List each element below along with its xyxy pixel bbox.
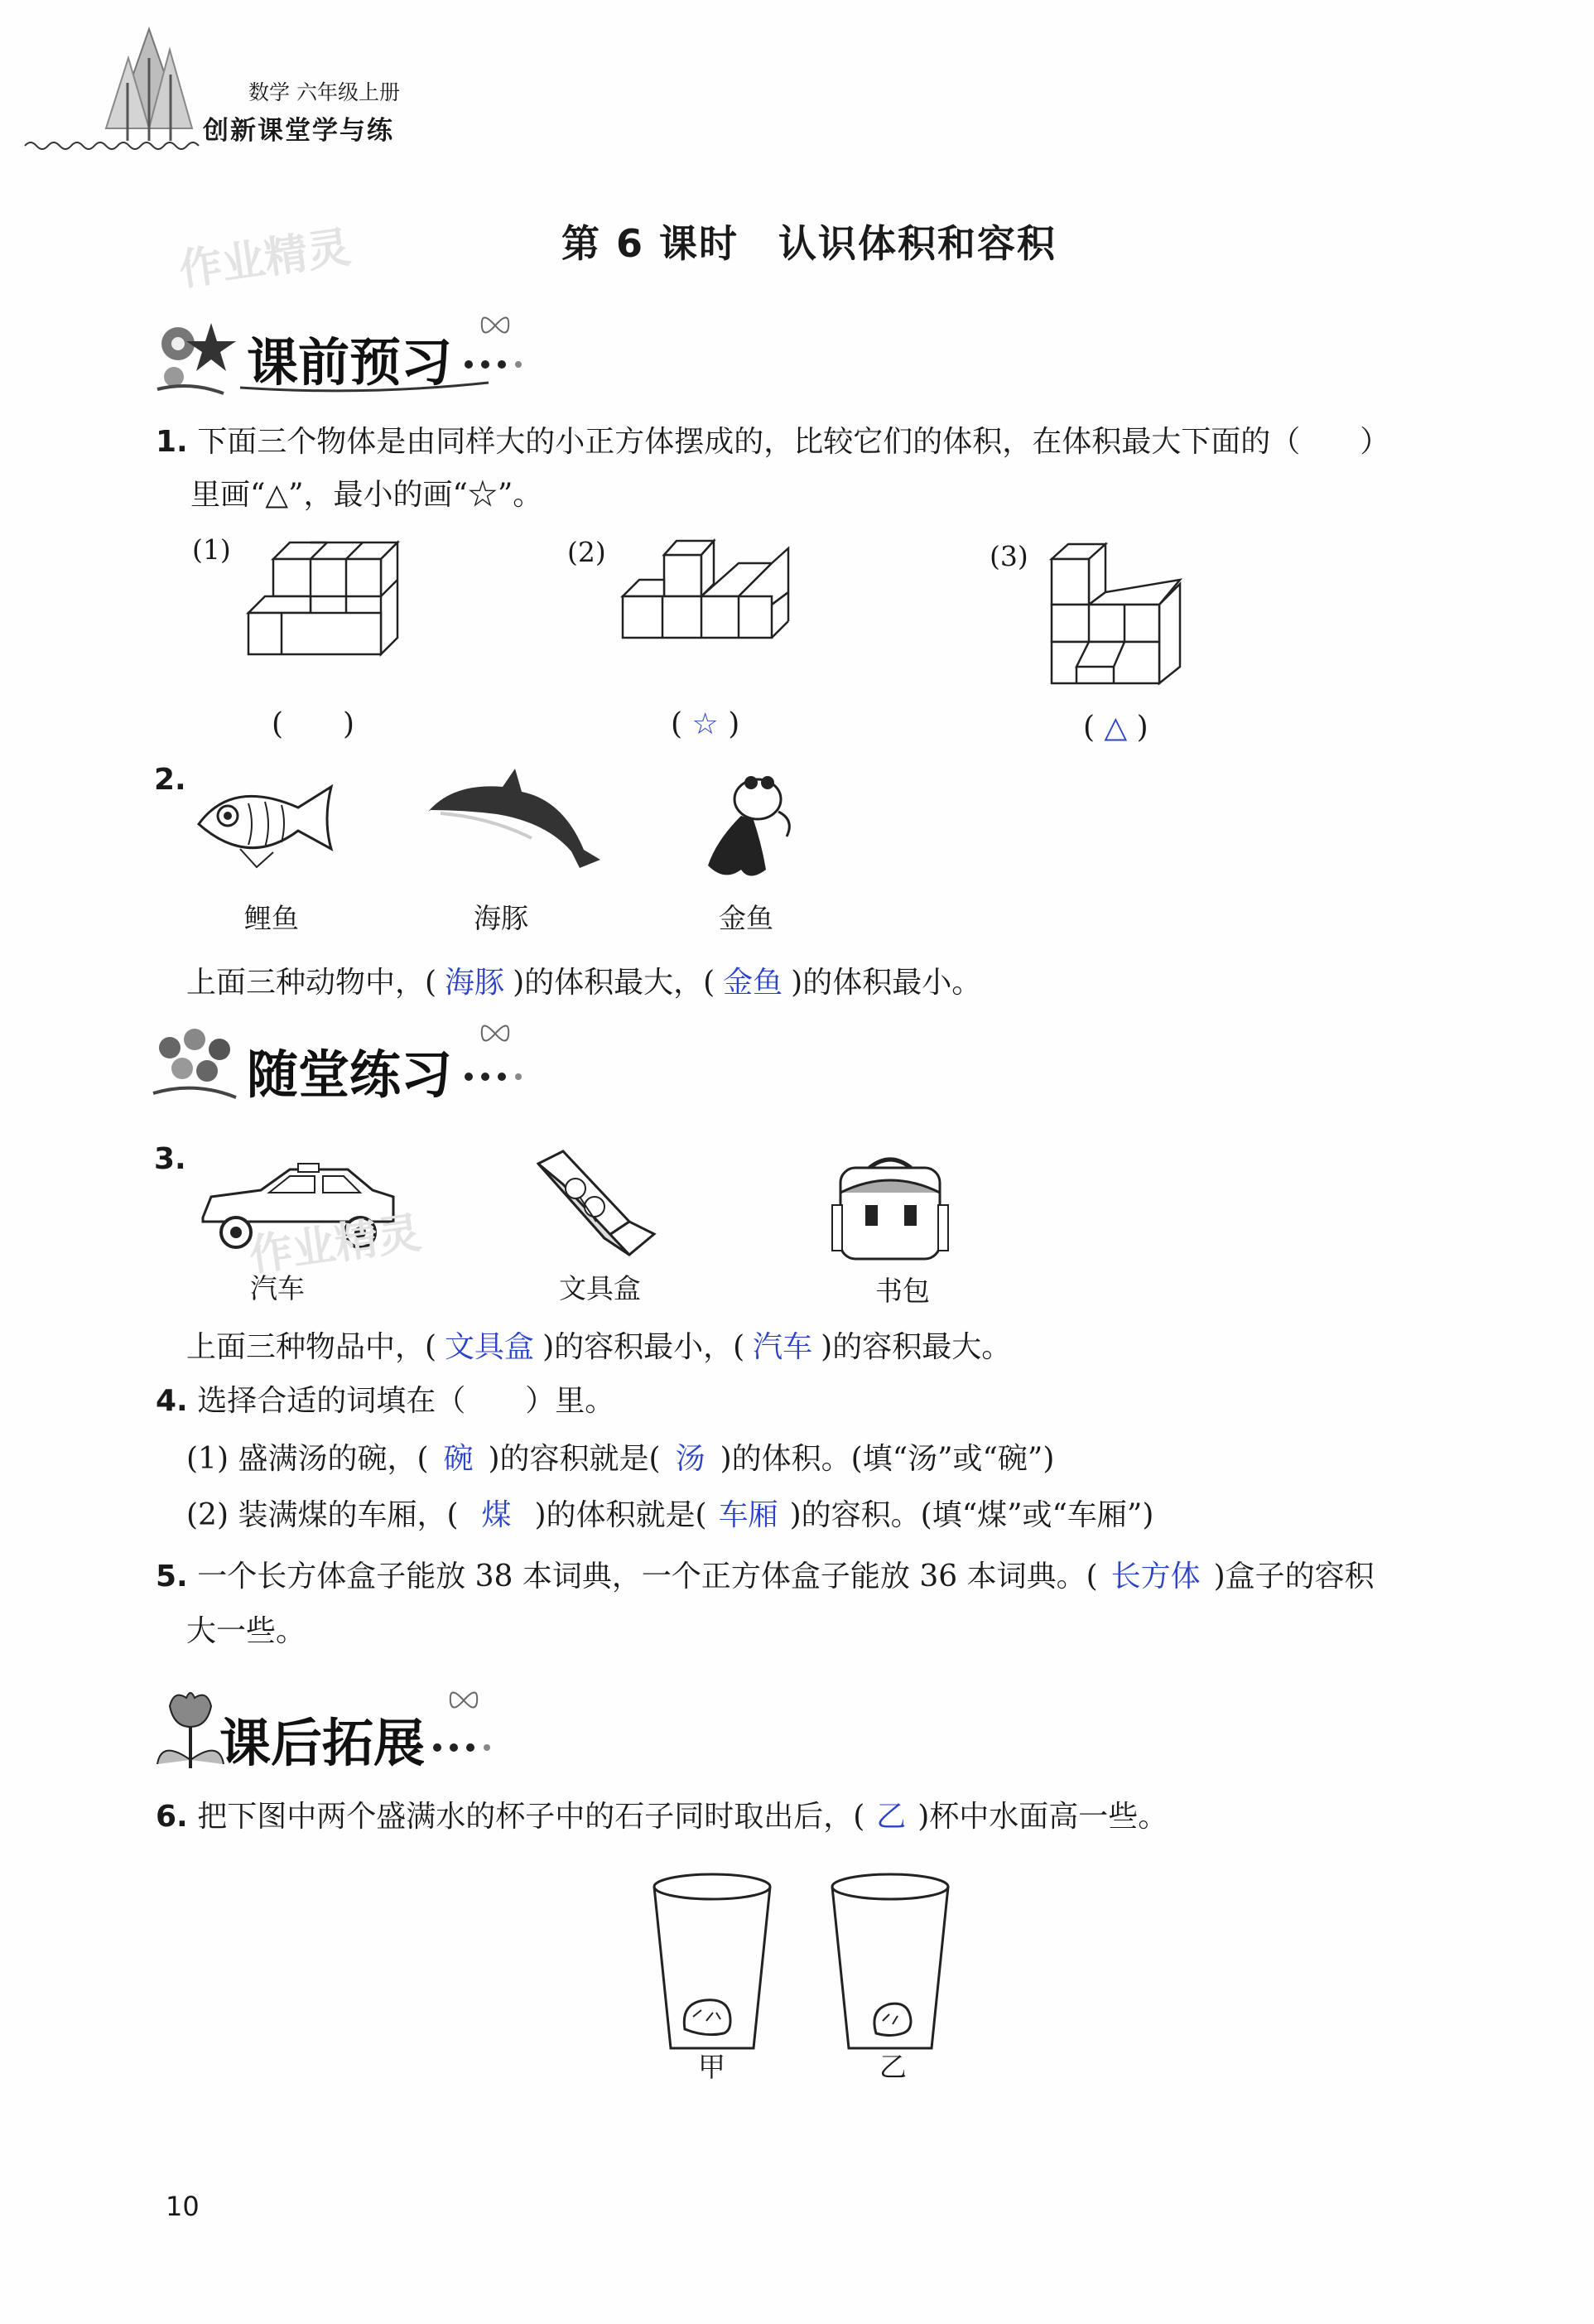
page-number: 10 bbox=[166, 2191, 200, 2222]
q1-label-2: (2) bbox=[567, 536, 606, 568]
q2-caption-goldfish: 金鱼 bbox=[719, 902, 773, 934]
flower-cluster-icon bbox=[149, 1023, 248, 1106]
q4-sub2 bbox=[186, 1496, 1153, 1536]
q1-answer-3: ( △ ) bbox=[1083, 711, 1149, 745]
watermark-2: 作业精灵 bbox=[246, 1208, 424, 1282]
section-title-after: 课后拓展 bbox=[219, 1713, 426, 1773]
q3-answer-2: 汽车 bbox=[753, 1330, 813, 1364]
q4-s1-answer-2: 汤 bbox=[675, 1442, 706, 1476]
q2-answer-2: 金鱼 bbox=[723, 966, 783, 1000]
section-title-class: 随堂练习 bbox=[247, 1044, 453, 1105]
section-title-pre: 课前预习 bbox=[247, 332, 453, 393]
q5-line1 bbox=[156, 1557, 1375, 1597]
q5-text-b: )盒子的容积 bbox=[1213, 1560, 1375, 1594]
q2-number: 2. bbox=[154, 763, 186, 797]
goldfish-icon bbox=[675, 766, 807, 890]
q6-answer: 乙 bbox=[876, 1800, 907, 1834]
q1-line2: 里画“△”，最小的画“☆”。 bbox=[190, 478, 543, 512]
section-banner-after bbox=[149, 1685, 563, 1777]
q5-number: 5. bbox=[156, 1560, 188, 1594]
q1-answer-3-value: △ bbox=[1104, 711, 1128, 745]
q3-caption-schoolbag: 书包 bbox=[875, 1275, 930, 1307]
q3-text-c: )的容积最大。 bbox=[821, 1330, 1012, 1364]
q6-stem bbox=[156, 1797, 1168, 1837]
pencil-case-icon bbox=[530, 1147, 662, 1259]
q1-line1: 下面三个物体是由同样大的小正方体摆成的，比较它们的体积，在体积最大下面的（ ） bbox=[197, 425, 1390, 459]
q4-number: 4. bbox=[156, 1384, 188, 1418]
butterfly-icon bbox=[447, 1685, 480, 1715]
cup-label-yi: 乙 bbox=[879, 2051, 907, 2083]
q4-s2-text-c: )的容积。(填“煤”或“车厢”) bbox=[789, 1498, 1154, 1532]
section-banner-pre bbox=[149, 306, 563, 398]
q3-caption-car: 汽车 bbox=[250, 1272, 305, 1304]
watermark: 作业精灵 bbox=[176, 222, 354, 297]
q4-s1-answer-1: 碗 bbox=[443, 1442, 474, 1476]
q4-s2-answer-2: 车厢 bbox=[718, 1498, 778, 1532]
q3-sentence bbox=[186, 1328, 1011, 1367]
q4-sub1 bbox=[186, 1439, 1054, 1479]
q4-s2-answer-1: 煤 bbox=[481, 1498, 512, 1532]
q4-s2-text-b: )的体积就是( bbox=[534, 1498, 707, 1532]
q3-caption-pencil-case: 文具盒 bbox=[559, 1272, 641, 1304]
q1-label-1: (1) bbox=[192, 533, 231, 566]
header bbox=[0, 0, 1594, 166]
tree-logo-icon bbox=[99, 25, 199, 141]
header-subject: 数学 六年级上册 bbox=[248, 80, 400, 104]
cup-label-jia: 甲 bbox=[698, 2051, 725, 2083]
butterfly-icon bbox=[479, 1019, 512, 1049]
banner-underline bbox=[240, 379, 489, 396]
q4-stem-text: 选择合适的词填在（ ）里。 bbox=[197, 1384, 615, 1418]
section-banner-class bbox=[149, 1019, 563, 1110]
q3-text-a: 上面三种物品中，( bbox=[186, 1330, 437, 1364]
q5-line2: 大一些。 bbox=[186, 1614, 306, 1648]
page-title: 第 6 课时 认识体积和容积 bbox=[561, 221, 1057, 266]
q6-text-a: 把下图中两个盛满水的杯子中的石子同时取出后，( bbox=[197, 1800, 865, 1834]
dots-icon bbox=[462, 1068, 537, 1085]
dolphin-icon bbox=[424, 762, 602, 878]
q4-s1-text-a: (1) 盛满汤的碗，( bbox=[186, 1442, 429, 1476]
cube-figure-1 bbox=[248, 534, 414, 650]
q4-stem bbox=[156, 1381, 614, 1421]
dots-icon bbox=[462, 356, 537, 373]
q2-sentence bbox=[186, 963, 981, 1003]
butterfly-icon bbox=[479, 311, 512, 340]
q6-text-b: )杯中水面高一些。 bbox=[917, 1800, 1168, 1834]
q3-text-b: )的容积最小，( bbox=[542, 1330, 745, 1364]
q1-number: 1. bbox=[156, 425, 188, 459]
carp-icon bbox=[190, 779, 368, 874]
wave-divider bbox=[25, 139, 207, 152]
q1-stem bbox=[156, 422, 1389, 462]
header-series-title: 创新课堂学与练 bbox=[203, 116, 394, 146]
q3-answer-1: 文具盒 bbox=[445, 1330, 535, 1364]
q2-answer-1: 海豚 bbox=[445, 966, 505, 1000]
q2-text-b: )的体积最大，( bbox=[513, 966, 715, 1000]
q2-text-c: )的体积最小。 bbox=[791, 966, 982, 1000]
q5-text-a: 一个长方体盒子能放 38 本词典，一个正方体盒子能放 36 本词典。( bbox=[197, 1560, 1098, 1594]
schoolbag-icon bbox=[828, 1155, 952, 1267]
q2-caption-dolphin: 海豚 bbox=[474, 902, 528, 934]
dots-icon bbox=[431, 1739, 505, 1756]
q2-text-a: 上面三种动物中，( bbox=[186, 966, 437, 1000]
cube-figure-3 bbox=[1052, 542, 1192, 692]
cup-yi bbox=[828, 1872, 952, 2058]
cup-jia bbox=[650, 1872, 774, 2058]
q2-caption-carp: 鲤鱼 bbox=[244, 902, 299, 934]
cube-figure-2 bbox=[623, 538, 797, 642]
q3-number: 3. bbox=[154, 1142, 186, 1176]
q1-label-3: (3) bbox=[990, 540, 1028, 572]
q1-answer-1: ( ) bbox=[272, 707, 355, 741]
q4-s1-text-c: )的体积。(填“汤”或“碗”) bbox=[720, 1442, 1055, 1476]
q1-answer-2-value: ☆ bbox=[691, 707, 719, 741]
q4-s1-text-b: )的容积就是( bbox=[488, 1442, 661, 1476]
q1-answer-2: ( ☆ ) bbox=[671, 707, 740, 741]
q5-answer: 长方体 bbox=[1110, 1560, 1201, 1594]
q6-number: 6. bbox=[156, 1800, 188, 1834]
flower-icon bbox=[149, 306, 248, 398]
q4-s2-text-a: (2) 装满煤的车厢，( bbox=[186, 1498, 459, 1532]
